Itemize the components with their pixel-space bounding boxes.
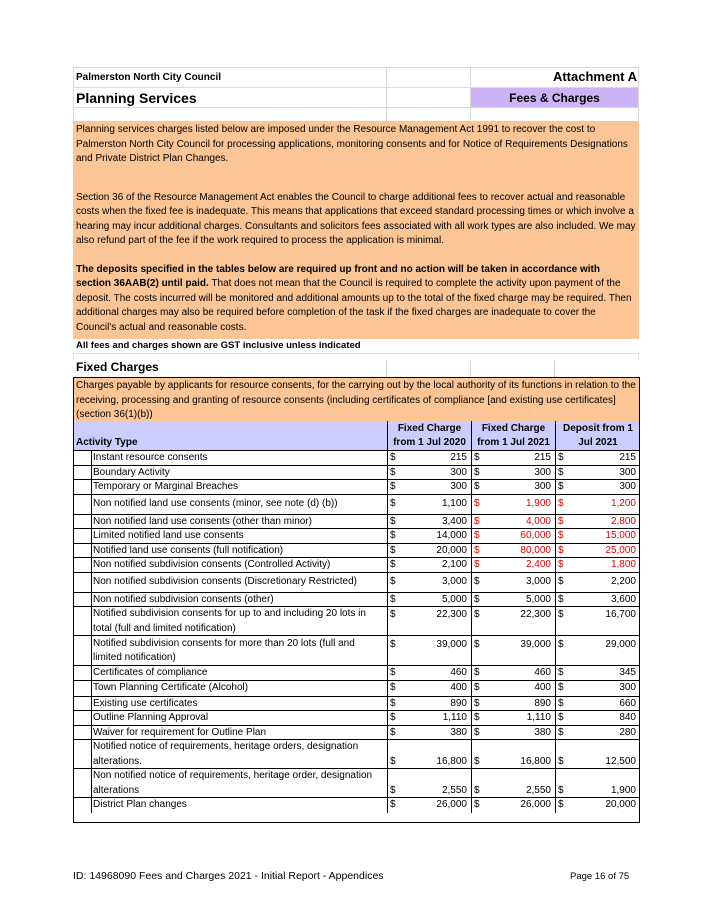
fixed-charge-2021: 400: [534, 682, 551, 694]
table-row: [74, 607, 640, 636]
deposit-2021: 29,000: [605, 639, 636, 650]
deposit-2021: 300: [619, 466, 636, 478]
gst-note: All fees and charges shown are GST inclusive unless indicated: [76, 340, 361, 351]
table-row: [74, 740, 640, 769]
deposit-2021: 2,200: [610, 576, 636, 588]
fixed-charge-2021: 3,000: [525, 576, 551, 588]
fixed-charge-2020: 20,000: [436, 544, 467, 556]
currency-symbol: $: [390, 576, 396, 588]
currency-symbol: $: [474, 784, 480, 796]
activity-type: [93, 740, 385, 769]
currency-symbol: $: [390, 639, 396, 650]
fixed-charge-2021: 380: [534, 726, 551, 738]
activity-type-line: limited notification): [93, 652, 176, 663]
fixed-charge-2020: 2,550: [441, 784, 467, 796]
activity-type-line: Outline Planning Approval: [93, 712, 209, 723]
currency-symbol: $: [558, 682, 564, 694]
currency-symbol: $: [558, 697, 564, 709]
deposit-2021: 280: [619, 726, 636, 738]
currency-symbol: $: [474, 559, 480, 570]
deposit-2021: 345: [619, 667, 636, 678]
currency-symbol: $: [474, 799, 480, 811]
col-deposit-line1: Deposit from 1: [562, 423, 633, 434]
activity-type: [93, 769, 385, 798]
currency-symbol: $: [390, 682, 396, 694]
activity-type-line: Limited notified land use consents: [93, 530, 244, 541]
fixed-charge-2020: 16,800: [436, 755, 467, 767]
currency-symbol: $: [390, 784, 396, 796]
currency-symbol: $: [558, 466, 564, 478]
fixed-charge-2021: 460: [534, 667, 551, 678]
fixed-charge-2020: 3,000: [441, 576, 467, 588]
currency-symbol: $: [474, 498, 480, 510]
currency-symbol: $: [558, 726, 564, 738]
activity-type-line: District Plan changes: [93, 799, 187, 811]
currency-symbol: $: [558, 481, 564, 492]
currency-symbol: $: [390, 466, 396, 478]
currency-symbol: $: [390, 755, 396, 767]
fixed-charge-2020: 300: [450, 466, 467, 478]
table-header: [73, 421, 640, 451]
header-block: [73, 67, 639, 121]
fixed-charge-2020: 14,000: [436, 530, 467, 541]
deposit-2021: 12,500: [605, 755, 636, 767]
currency-symbol: $: [474, 697, 480, 709]
currency-symbol: $: [558, 667, 564, 678]
fixed-charge-2021: 215: [534, 452, 551, 463]
footer-page-number: Page 16 of 75: [570, 871, 630, 882]
activity-type-line: Non notified subdivision consents (other): [93, 593, 274, 605]
currency-symbol: $: [558, 755, 564, 767]
currency-symbol: $: [390, 515, 396, 527]
activity-type-line: Non notified notice of requirements, heritage order, designation: [93, 770, 373, 781]
deposit-2021: 3,600: [610, 593, 636, 605]
activity-type-line: Boundary Activity: [93, 466, 170, 478]
deposit-notice-rest: That does not mean that the Council is required to complete the activity upon payment of the deposit. The costs incurred will be monitored and additional amounts up to the total of the fixed charge may be required. Then additional charges may also be required before completion of the task if the fixed charges are inadequate to cover the Council's actual and reasonable costs.: [76, 278, 632, 333]
activity-type: [93, 466, 385, 481]
currency-symbol: $: [558, 639, 564, 650]
activity-type-line: Instant resource consents: [93, 452, 208, 463]
fixed-charge-2021: 22,300: [520, 609, 551, 620]
table-row: [74, 666, 640, 681]
table-row: [74, 515, 640, 530]
currency-symbol: $: [474, 515, 480, 527]
fixed-charge-2021: 2,550: [525, 784, 551, 796]
currency-symbol: $: [390, 799, 396, 811]
activity-type-line: Certificates of compliance: [93, 667, 208, 678]
fixed-charge-2021: 80,000: [520, 544, 551, 556]
currency-symbol: $: [474, 755, 480, 767]
currency-symbol: $: [474, 682, 480, 694]
table-row: [74, 726, 640, 741]
fixed-charge-2020: 39,000: [436, 639, 467, 650]
activity-type-line: total (full and limited notification): [93, 622, 236, 634]
currency-symbol: $: [558, 498, 564, 510]
fixed-charge-2021: 890: [534, 697, 551, 709]
fixed-charge-2021: 60,000: [520, 530, 551, 541]
activity-type-line: Non notified land use consents (minor, see note (d) (b)): [93, 498, 338, 510]
activity-type: [93, 451, 385, 466]
fixed-charge-2021: 16,800: [520, 755, 551, 767]
currency-symbol: $: [474, 530, 480, 541]
currency-symbol: $: [390, 712, 396, 723]
table-row: [74, 593, 640, 608]
deposit-notice: The deposits specified in the tables below are required up front and no action will be taken in accordance with section 36AAB(2) until paid.: [76, 263, 600, 289]
fixed-charge-2020: 215: [450, 452, 467, 463]
deposit-2021: 300: [619, 682, 636, 694]
currency-symbol: $: [558, 559, 564, 570]
currency-symbol: $: [558, 530, 564, 541]
currency-symbol: $: [558, 576, 564, 588]
currency-symbol: $: [474, 593, 480, 605]
table-row: [74, 451, 640, 466]
fixed-charges-description: Charges payable by applicants for resource consents, for the carrying out by the local authority of its functions in relation to the receiving, processing and granting of resource consents (including certificates of compliance [and existing use certificates] (section 36(1)(b)): [76, 380, 636, 420]
col-deposit-line2: Jul 2021: [578, 437, 618, 448]
fixed-charge-2020: 300: [450, 481, 467, 492]
fixed-charge-2021: 39,000: [520, 639, 551, 650]
gst-note-row: [73, 339, 639, 354]
currency-symbol: $: [390, 544, 396, 556]
deposit-2021: 20,000: [605, 799, 636, 811]
deposit-2021: 1,900: [610, 784, 636, 796]
activity-type: [93, 480, 385, 495]
table-row: [74, 697, 640, 712]
currency-symbol: $: [558, 609, 564, 620]
section-title: Planning Services: [76, 90, 197, 106]
fixed-charge-2020: 22,300: [436, 609, 467, 620]
intro-paragraph-1: Planning services charges listed below are imposed under the Resource Management Act 1991 to recover the cost to Palmerston North City Council for processing applications, monitoring consents and for Notice of Requirements Designations and Private District Plan Changes.: [76, 124, 628, 164]
activity-type-line: Non notified subdivision consents (Controlled Activity): [93, 559, 331, 570]
activity-type-line: alterations.: [93, 755, 142, 767]
currency-symbol: $: [474, 466, 480, 478]
table-row: [74, 544, 640, 559]
activity-type: [93, 558, 385, 573]
activity-type-line: Non notified land use consents (other than minor): [93, 515, 313, 527]
fixed-charge-2020: 460: [450, 667, 467, 678]
activity-type: [93, 529, 385, 544]
fixed-charges-title-row: [73, 360, 639, 377]
currency-symbol: $: [474, 609, 480, 620]
fixed-charge-2020: 1,110: [442, 712, 467, 723]
fixed-charge-2021: 1,900: [525, 498, 551, 510]
deposit-2021: 660: [619, 697, 636, 709]
activity-type-line: Notified notice of requirements, heritage orders, designation: [93, 741, 359, 752]
table-row: [74, 495, 640, 515]
table-row: [74, 573, 640, 593]
deposit-2021: 1,200: [610, 498, 636, 510]
activity-type: [93, 697, 385, 712]
activity-type-line: Notified subdivision consents for more than 20 lots (full and: [93, 637, 355, 649]
currency-symbol: $: [390, 530, 396, 541]
currency-symbol: $: [558, 452, 564, 463]
currency-symbol: $: [558, 593, 564, 605]
activity-type-line: Temporary or Marginal Breaches: [93, 481, 239, 492]
currency-symbol: $: [390, 452, 396, 463]
fixed-charge-2020: 1,100: [441, 498, 467, 510]
table-row: [74, 529, 640, 544]
activity-type-line: Notified subdivision consents for up to and including 20 lots in: [93, 608, 366, 619]
activity-type: [93, 666, 385, 681]
table-row: [74, 480, 640, 495]
deposit-2021: 215: [619, 452, 636, 463]
col-fixed-2020-line2: from 1 Jul 2020: [393, 437, 466, 448]
currency-symbol: $: [390, 481, 396, 492]
currency-symbol: $: [390, 498, 396, 510]
fixed-charge-2021: 5,000: [525, 593, 551, 605]
deposit-2021: 15,000: [605, 530, 636, 541]
fixed-charge-2021: 4,000: [525, 515, 551, 527]
activity-type: [93, 711, 385, 726]
col-fixed-2020-line1: Fixed Charge: [397, 423, 462, 434]
activity-type: [93, 497, 385, 512]
deposit-2021: 16,700: [605, 609, 636, 620]
currency-symbol: $: [390, 609, 396, 620]
deposit-2021: 25,000: [605, 544, 636, 556]
deposit-2021: 1,800: [610, 559, 636, 570]
fixed-charge-2021: 26,000: [520, 799, 551, 811]
footer-doc-id: ID: 14968090 Fees and Charges 2021 - Initial Report - Appendices: [73, 870, 384, 882]
fixed-charge-2020: 26,000: [436, 799, 467, 811]
currency-symbol: $: [390, 559, 396, 570]
fixed-charge-2021: 300: [534, 481, 551, 492]
deposit-2021: 840: [619, 712, 636, 723]
activity-type-line: Notified land use consents (full notification): [93, 544, 284, 556]
table-row: [74, 711, 640, 726]
table-row: [74, 636, 640, 666]
fixed-charges-description-block: [73, 377, 640, 422]
fees-charges-tag: Fees & Charges: [509, 91, 600, 105]
currency-symbol: $: [558, 712, 564, 723]
currency-symbol: $: [558, 515, 564, 527]
activity-type: [93, 607, 385, 636]
fixed-charge-2020: 380: [450, 726, 467, 738]
fees-table-body: [73, 451, 640, 823]
fixed-charges-title: Fixed Charges: [76, 360, 159, 374]
col-activity-type: Activity Type: [76, 437, 138, 448]
table-row: [74, 769, 640, 798]
table-row: [74, 681, 640, 697]
activity-type: [93, 798, 385, 813]
col-fixed-2021-line1: Fixed Charge: [481, 423, 546, 434]
activity-type: [93, 515, 385, 530]
activity-type: [93, 681, 385, 696]
table-row: [74, 558, 640, 573]
fixed-charge-2020: 890: [450, 697, 467, 709]
activity-type-line: Town Planning Certificate (Alcohol): [93, 682, 249, 694]
fixed-charge-2021: 300: [534, 466, 551, 478]
currency-symbol: $: [390, 726, 396, 738]
fixed-charge-2020: 2,100: [441, 559, 467, 570]
table-row: [74, 466, 640, 481]
activity-type: [93, 726, 385, 741]
intro-paragraph-3: [76, 263, 636, 336]
fixed-charge-2020: 3,400: [441, 515, 467, 527]
fixed-charge-2020: 5,000: [441, 593, 467, 605]
attachment-label: Attachment A: [552, 69, 637, 84]
fixed-charge-2021: 1,110: [526, 712, 551, 723]
currency-symbol: $: [390, 697, 396, 709]
org-name: Palmerston North City Council: [76, 72, 222, 83]
fixed-charge-2021: 2,400: [525, 559, 551, 570]
currency-symbol: $: [558, 784, 564, 796]
currency-symbol: $: [474, 452, 480, 463]
currency-symbol: $: [474, 544, 480, 556]
activity-type-line: Waiver for requirement for Outline Plan: [93, 726, 267, 738]
activity-type-line: Existing use certificates: [93, 697, 198, 709]
deposit-2021: 300: [619, 481, 636, 492]
deposit-2021: 2,800: [610, 515, 636, 527]
activity-type-line: Non notified subdivision consents (Discretionary Restricted): [93, 576, 358, 588]
table-row: [74, 798, 640, 813]
intro-block: [73, 121, 639, 339]
currency-symbol: $: [474, 639, 480, 650]
activity-type: [93, 637, 385, 666]
intro-paragraph-2: Section 36 of the Resource Management Act enables the Council to charge additional fees to recover actual and reasonable costs when the fixed fee is inadequate. This means that applications that exceed standard processing times or which involve a hearing may incur additional charges. Consultants and solicitors fees associated with all work types are also included. We may also refund part of the fee if the work required to process the application is minimal.: [76, 191, 636, 246]
currency-symbol: $: [474, 726, 480, 738]
currency-symbol: $: [390, 593, 396, 605]
currency-symbol: $: [558, 799, 564, 811]
col-fixed-2021-line2: from 1 Jul 2021: [477, 437, 550, 448]
fixed-charge-2020: 400: [450, 682, 467, 694]
currency-symbol: $: [558, 544, 564, 556]
currency-symbol: $: [390, 667, 396, 678]
currency-symbol: $: [474, 667, 480, 678]
currency-symbol: $: [474, 576, 480, 588]
activity-type-line: alterations: [93, 784, 140, 796]
activity-type: [93, 575, 385, 590]
activity-type: [93, 544, 385, 559]
currency-symbol: $: [474, 712, 480, 723]
activity-type: [93, 593, 385, 608]
currency-symbol: $: [474, 481, 480, 492]
